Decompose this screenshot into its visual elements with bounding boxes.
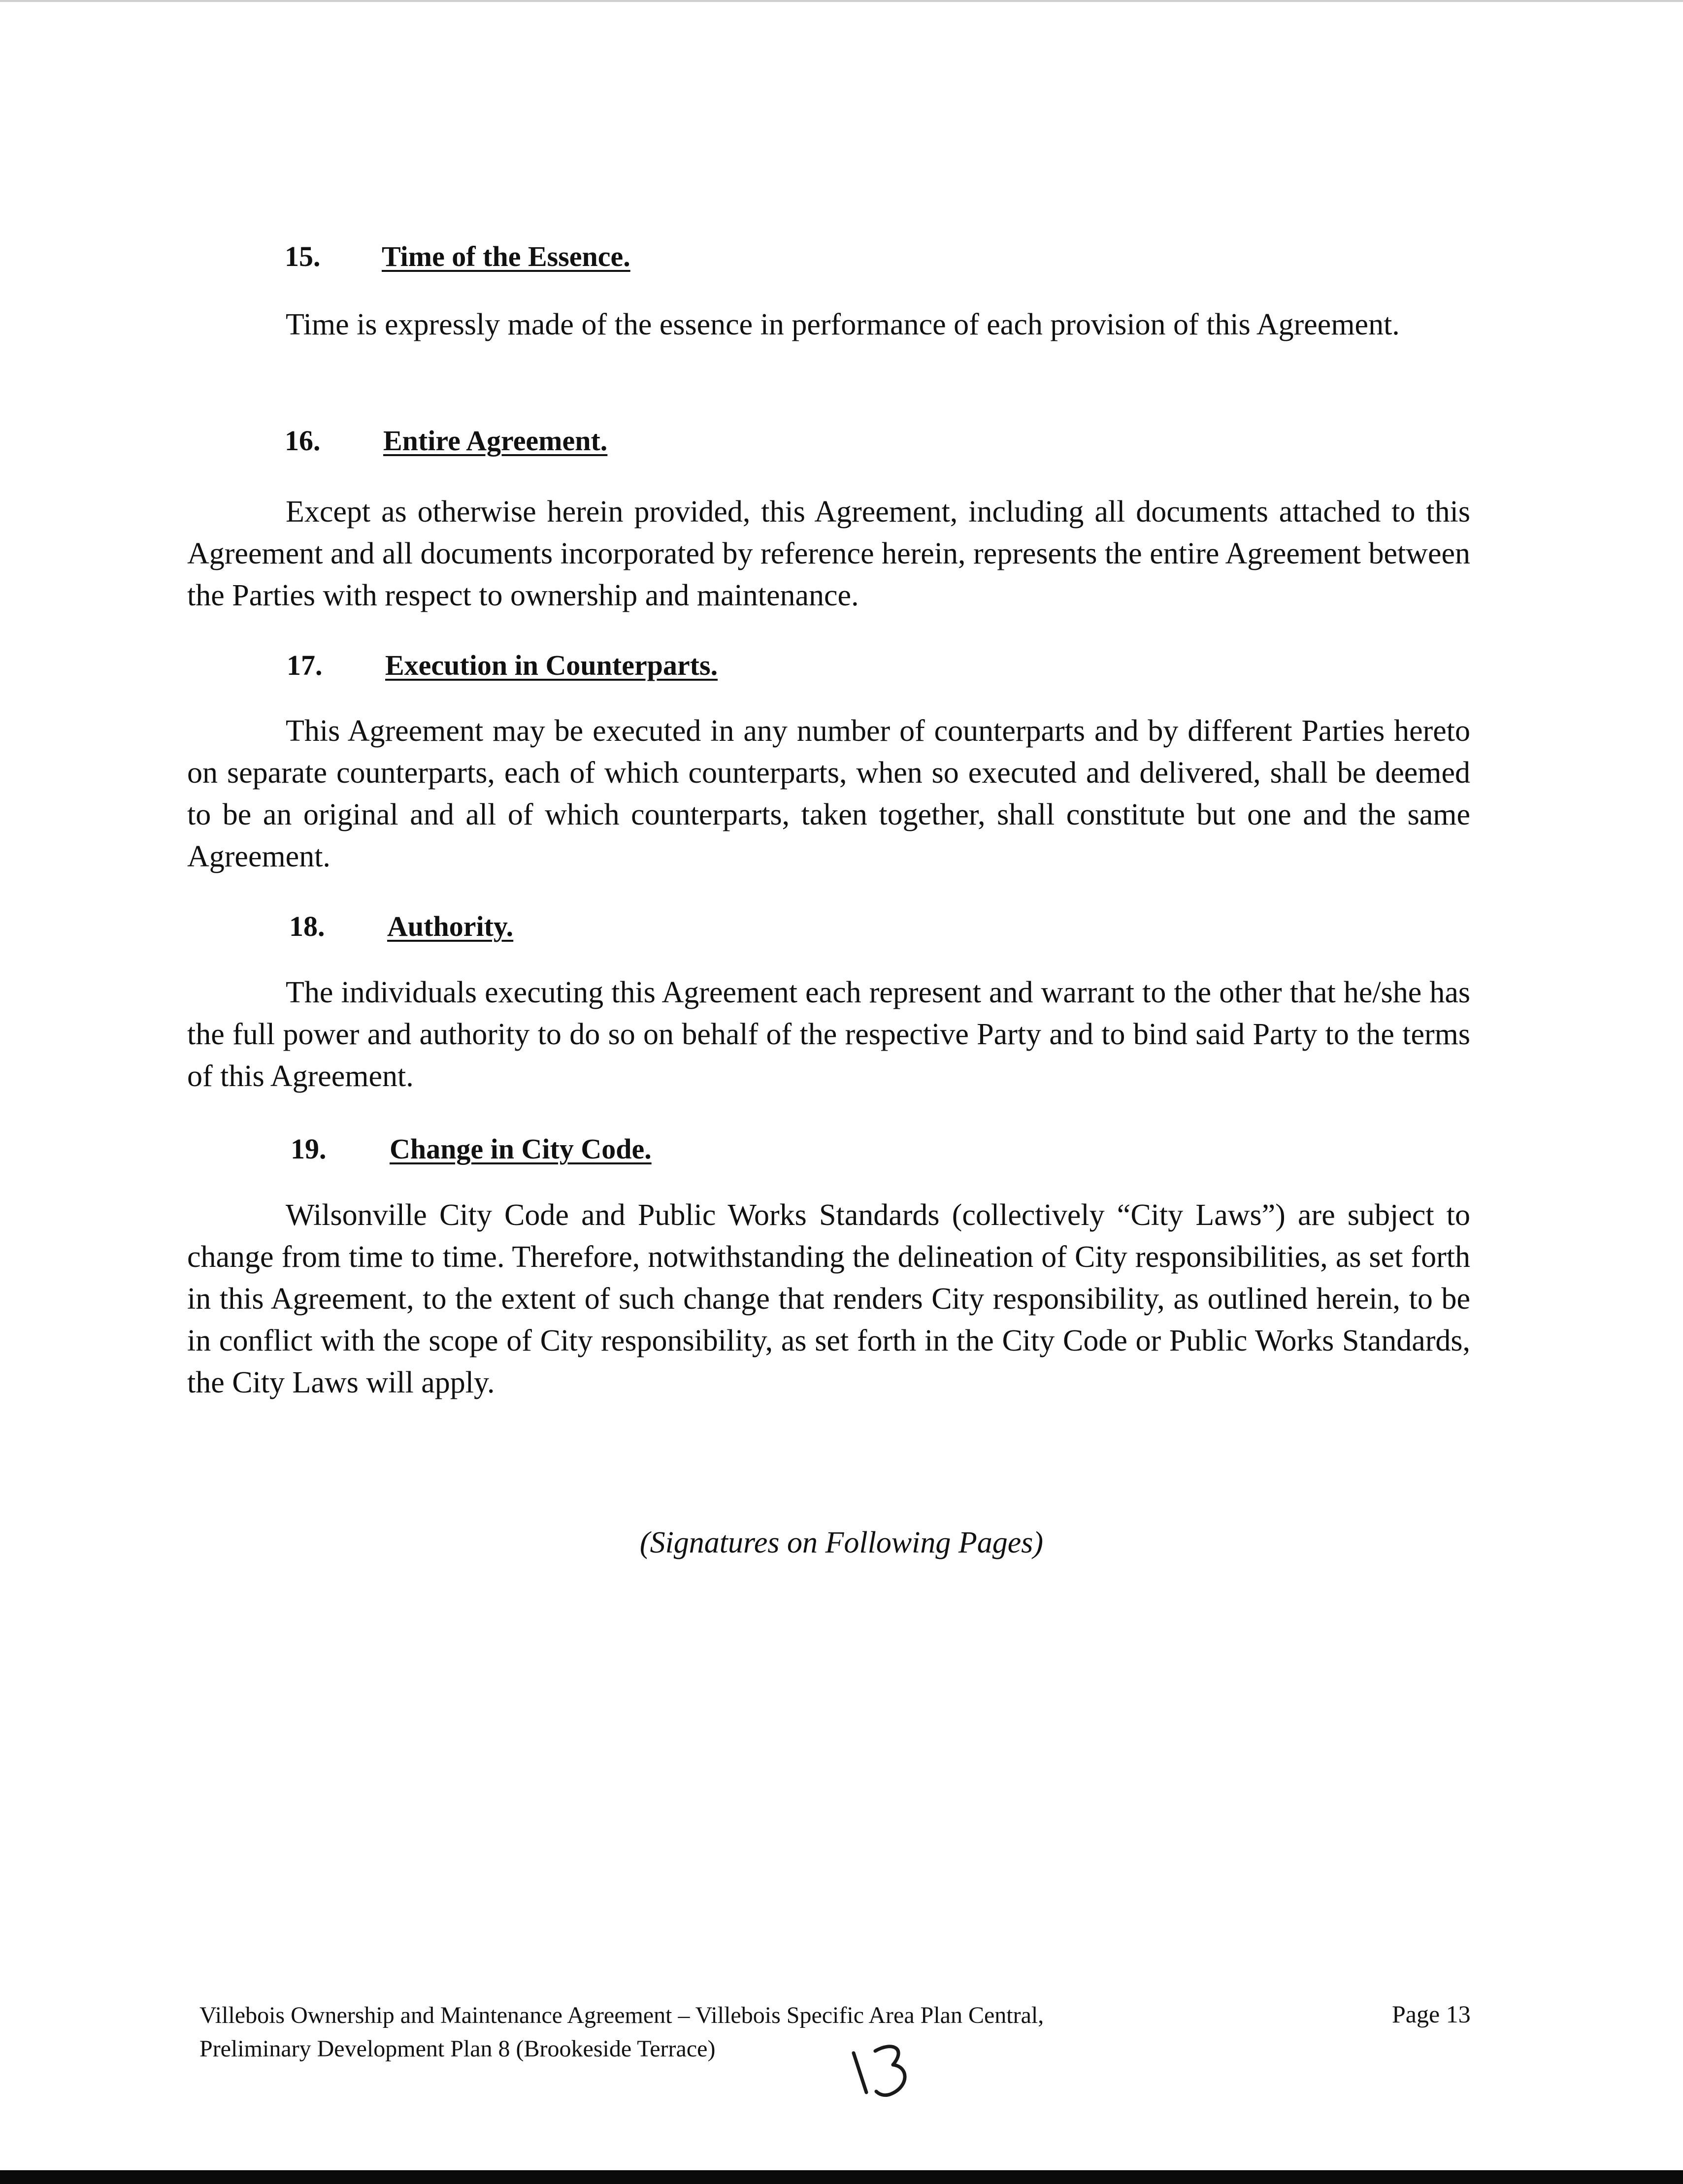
scan-edge-bottom xyxy=(0,2170,1683,2184)
section-title: Change in City Code. xyxy=(390,1133,652,1165)
section-number: 18. xyxy=(289,910,325,942)
section-title: Entire Agreement. xyxy=(383,425,608,457)
section-number: 15. xyxy=(285,240,321,272)
section-body: Except as otherwise herein provided, this Agreement, including all documents attached to this Agreement and all documents incorporated by reference herein, represents the entire Agreement between the Parties with respect to ownership and maintenance. xyxy=(187,495,1470,612)
footer-line-2: Preliminary Development Plan 8 (Brookeside Terrace) xyxy=(199,2036,716,2062)
section-body: Wilsonville City Code and Public Works Standards (collectively “City Laws”) are subject to change from time to time. Therefore, notwithstanding the delineation of City responsibilities, as set forth in this Agreement, to the extent of such change that renders City responsibility, as outlined herein, to be in conflict with the scope of City responsibility, as set forth in the City Code or Public Works Standards, the City Laws will apply. xyxy=(187,1198,1470,1399)
signatures-note: (Signatures on Following Pages) xyxy=(639,1526,1044,1559)
section-body: Time is expressly made of the essence in performance of each provision of this Agreement. xyxy=(286,308,1400,341)
footer-line-1: Villebois Ownership and Maintenance Agreement – Villebois Specific Area Plan Central, xyxy=(199,2002,1044,2028)
section-title: Time of the Essence. xyxy=(382,240,630,272)
scan-edge-top xyxy=(0,0,1683,2)
section-body: The individuals executing this Agreement each represent and warrant to the other that he/she has the full power and authority to do so on behalf of the respective Party and to bind said Party to the terms of this Agreement. xyxy=(187,976,1470,1093)
section-number: 16. xyxy=(285,425,321,457)
section-number: 17. xyxy=(287,649,323,681)
section-title: Authority. xyxy=(387,910,514,942)
handwritten-page-number xyxy=(845,2034,919,2108)
section-body: This Agreement may be executed in any number of counterparts and by different Parties hereto on separate counterparts, each of which counterparts, when so executed and delivered, shall be deemed to be an original and all of which counterparts, taken together, shall constitute but one and the same Agreement. xyxy=(187,714,1470,873)
section-title: Execution in Counterparts. xyxy=(385,649,718,681)
section-number: 19. xyxy=(291,1133,327,1165)
page-number: Page 13 xyxy=(1392,2000,1471,2028)
